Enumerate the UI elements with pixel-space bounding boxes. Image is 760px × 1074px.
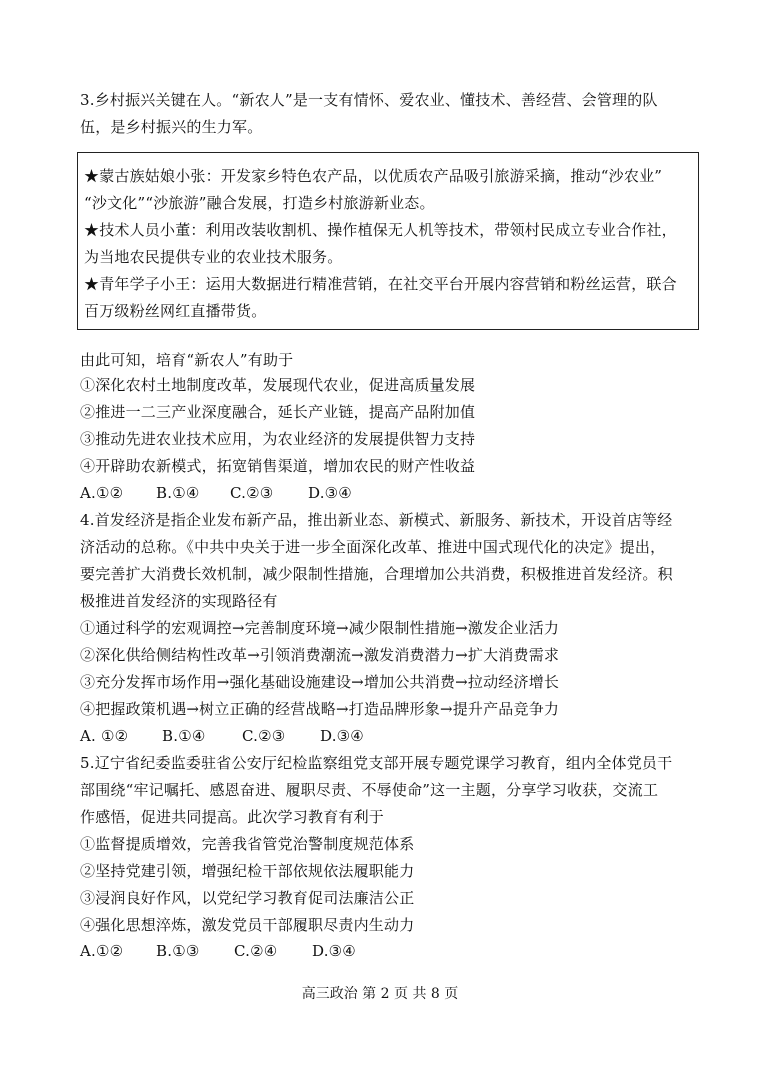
q4-stem-line-1: 4.首发经济是指企业发布新产品，推出新业态、新模式、新服务、新技术，开设首店等经: [80, 511, 673, 529]
q4-item-4: ④把握政策机遇→树立正确的经营战略→打造品牌形象→提升产品竞争力: [80, 700, 560, 718]
q4-item-1: ①通过科学的宏观调控→完善制度环境→减少限制性措施→激发企业活力: [80, 619, 560, 637]
page-footer: 高三政治 第 2 页 共 8 页: [301, 986, 459, 1002]
q3-item-3: ③推动先进农业技术应用，为农业经济的发展提供智力支持: [80, 430, 476, 448]
q3-stem-line-2: 伍，是乡村振兴的生力军。: [80, 118, 263, 136]
q3-option-c: C.②③: [230, 484, 274, 502]
q4-option-d: D.③④: [320, 727, 364, 745]
q5-stem-line-3: 作感悟，促进共同提高。此次学习教育有利于: [80, 808, 385, 826]
q4-item-3: ③充分发挥市场作用→强化基础设施建设→增加公共消费→拉动经济增长: [80, 673, 560, 691]
q3-box-line-3: ★技术人员小董：利用改装收割机、操作植保无人机等技术，带领村民成立专业合作社，: [84, 221, 677, 239]
q5-options: [80, 941, 356, 961]
q5-item-2: ②坚持党建引领，增强纪检干部依规依法履职能力: [80, 862, 415, 880]
q3-option-d: D.③④: [308, 484, 352, 502]
q4-stem-line-2: 济活动的总称。《中共中央关于进一步全面深化改革、推进中国式现代化的决定》提出，: [80, 538, 666, 556]
q5-option-a: A.①②: [80, 942, 124, 960]
q3-stem-line-1: 3.乡村振兴关键在人。“新农人”是一支有情怀、爱农业、懂技术、善经营、会管理的队: [80, 91, 658, 109]
q4-option-b: B.①④: [162, 727, 206, 745]
q4-options: [80, 726, 364, 746]
q3-item-1: ①深化农村土地制度改革，发展现代农业，促进高质量发展: [80, 376, 476, 394]
q5-item-4: ④强化思想淬炼，激发党员干部履职尽责内生动力: [80, 916, 415, 934]
q3-item-2: ②推进一二三产业深度融合，延长产业链，提高产品附加值: [80, 403, 476, 421]
q3-box-line-1: ★蒙古族姑娘小张：开发家乡特色农产品，以优质农产品吸引旅游采摘，推动“沙农业”: [84, 167, 663, 185]
q5-option-b: B.①③: [156, 942, 200, 960]
q5-item-1: ①监督提质增效，完善我省管党治警制度规范体系: [80, 835, 415, 853]
q3-box-line-2: “沙文化”“沙旅游”融合发展，打造乡村旅游新业态。: [84, 194, 435, 212]
q5-item-3: ③浸润良好作风，以党纪学习教育促司法廉洁公正: [80, 889, 415, 907]
q3-box-line-4: 为当地农民提供专业的农业技术服务。: [84, 248, 343, 266]
q3-box-line-5: ★青年学子小王：运用大数据进行精准营销，在社交平台开展内容营销和粉丝运营，联合: [84, 275, 677, 293]
q4-stem-line-4: 极推进首发经济的实现路径有: [80, 592, 278, 610]
q5-stem-line-1: 5.辽宁省纪委监委驻省公安厅纪检监察组党支部开展专题党课学习教育，组内全体党员干: [80, 754, 673, 772]
q3-box-line-6: 百万级粉丝网红直播带货。: [84, 302, 267, 320]
q3-option-a: A.①②: [80, 484, 124, 502]
q5-stem-line-2: 部围绕“牢记嘱托、感恩奋进、履职尽责、不辱使命”这一主题，分享学习收获，交流工: [80, 781, 659, 799]
q3-material-box: [77, 152, 699, 330]
q3-options: [80, 483, 352, 503]
q5-option-d: D.③④: [312, 942, 356, 960]
q3-option-b: B.①④: [156, 484, 200, 502]
q4-item-2: ②深化供给侧结构性改革→引领消费潮流→激发消费潜力→扩大消费需求: [80, 646, 560, 664]
q4-option-a: A. ①②: [80, 727, 129, 745]
q4-stem-line-3: 要完善扩大消费长效机制，减少限制性措施，合理增加公共消费，积极推进首发经济。积: [80, 565, 673, 583]
q5-option-c: C.②④: [234, 942, 278, 960]
q4-option-c: C.②③: [242, 727, 286, 745]
q3-item-4: ④开辟助农新模式，拓宽销售渠道，增加农民的财产性收益: [80, 457, 476, 475]
q3-prompt: 由此可知，培育“新农人”有助于: [80, 351, 294, 369]
